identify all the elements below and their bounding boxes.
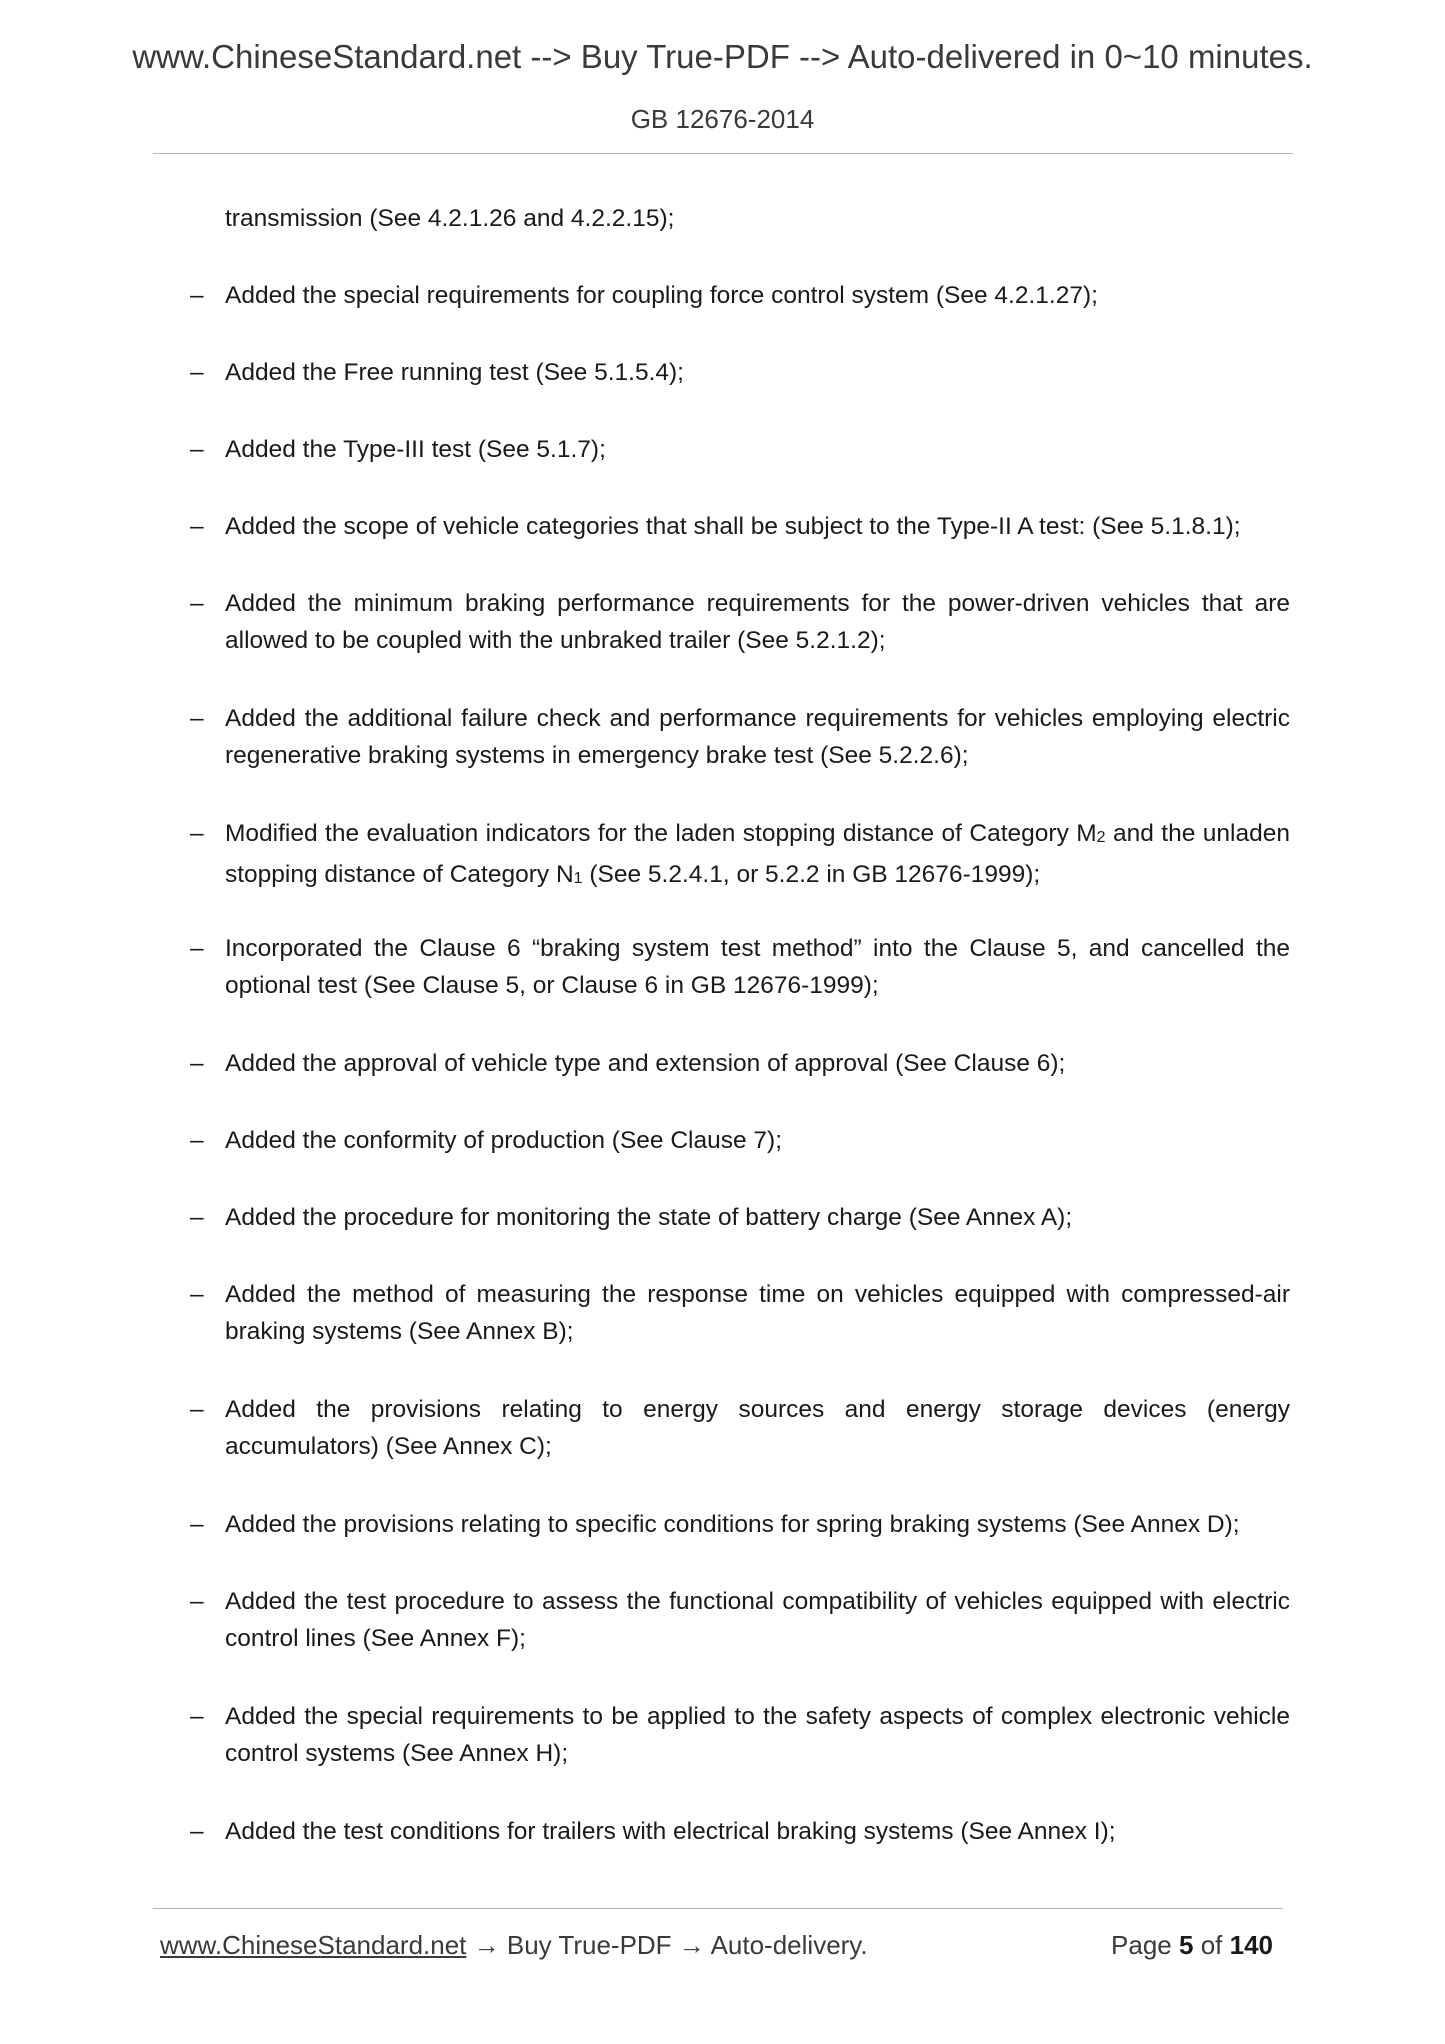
- list-item-text: Added the additional failure check and performance requirements for vehicles employing electric regenerative braking systems in emergency brake test (See 5.2.2.6);: [225, 705, 1290, 769]
- list-item-text: Added the provisions relating to energy sources and energy storage devices (energy accumulators) (See Annex C);: [225, 1396, 1290, 1460]
- list-item-text: Added the minimum braking performance requirements for the power-driven vehicles that are allowed to be coupled with the unbraked trailer (See 5.2.1.2);: [225, 590, 1290, 654]
- dash-bullet: –: [190, 1588, 204, 1615]
- list-item: [190, 277, 1290, 314]
- subscript: 1: [573, 870, 583, 887]
- page-total: 140: [1229, 1930, 1273, 1960]
- list-item-text: transmission (See 4.2.1.26 and 4.2.2.15);: [225, 205, 675, 232]
- list-item: [190, 585, 1290, 659]
- dash-bullet: –: [190, 513, 204, 540]
- list-item: [190, 1199, 1290, 1236]
- list-item-text: Added the scope of vehicle categories that shall be subject to the Type-II A test: (See 5.1.8.1);: [225, 513, 1241, 540]
- list-item: [190, 1506, 1290, 1543]
- list-item-text: Added the approval of vehicle type and extension of approval (See Clause 6);: [225, 1050, 1066, 1077]
- page-label: Page: [1111, 1930, 1172, 1960]
- top-banner: www.ChineseStandard.net --> Buy True-PDF --> Auto-delivered in 0~10 minutes.: [132, 38, 1313, 75]
- list-item: [190, 700, 1290, 774]
- footer-promo-text: → Buy True-PDF → Auto-delivery.: [466, 1930, 868, 1960]
- list-item: [190, 1122, 1290, 1159]
- dash-bullet: –: [190, 1127, 204, 1154]
- list-item-text: Added the method of measuring the response time on vehicles equipped with compressed-air braking systems (See Annex B);: [225, 1281, 1290, 1345]
- dash-bullet: –: [190, 359, 204, 386]
- list-item-text: Added the test conditions for trailers with electrical braking systems (See Annex I);: [225, 1818, 1116, 1845]
- footer-promo: [160, 1930, 868, 1961]
- dash-bullet: –: [190, 282, 204, 309]
- footer-divider: [153, 1908, 1283, 1909]
- list-item-text: Added the special requirements to be applied to the safety aspects of complex electronic vehicle control systems (See Annex H);: [225, 1703, 1290, 1767]
- list-item-text: Added the Type-III test (See 5.1.7);: [225, 436, 606, 463]
- dash-bullet: –: [190, 935, 204, 962]
- header-divider: [153, 153, 1293, 154]
- dash-bullet: –: [190, 820, 204, 847]
- dash-bullet: –: [190, 1204, 204, 1231]
- dash-bullet: –: [190, 1281, 204, 1308]
- list-item: [190, 1698, 1290, 1772]
- list-item-text: Added the provisions relating to specific conditions for spring braking systems (See Annex D);: [225, 1511, 1240, 1538]
- list-item-text: Added the Free running test (See 5.1.5.4);: [225, 359, 684, 386]
- list-item-continuation: [190, 200, 1290, 237]
- list-item: [190, 431, 1290, 468]
- list-item-text: Modified the evaluation indicators for the laden stopping distance of Category $M_2$ and the unladen stopping distance of Category $N_1$ (See 5.2.4.1, or 5.2.2 in GB 12676-1999);: [225, 820, 1290, 888]
- list-item: [190, 354, 1290, 391]
- list-item: [190, 930, 1290, 1004]
- list-item: [190, 1045, 1290, 1082]
- list-item: [190, 1813, 1290, 1850]
- dash-bullet: –: [190, 436, 204, 463]
- dash-bullet: –: [190, 590, 204, 617]
- list-item: [190, 1583, 1290, 1657]
- subscript: 2: [1096, 829, 1106, 846]
- list-item-text: Added the test procedure to assess the functional compatibility of vehicles equipped with electric control lines (See Annex F);: [225, 1588, 1290, 1652]
- dash-bullet: –: [190, 1511, 204, 1538]
- dash-bullet: –: [190, 1818, 204, 1845]
- list-item-text: Incorporated the Clause 6 “braking system test method” into the Clause 5, and cancelled the optional test (See Clause 5, or Clause 6 in GB 12676-1999);: [225, 935, 1290, 999]
- footer-website-link[interactable]: www.ChineseStandard.net: [160, 1930, 467, 1960]
- list-item: [190, 1276, 1290, 1350]
- list-item: [190, 1391, 1290, 1465]
- dash-bullet: –: [190, 1703, 204, 1730]
- list-item: [190, 508, 1290, 545]
- document-code: GB 12676-2014: [630, 104, 815, 134]
- list-item-text: Added the special requirements for coupling force control system (See 4.2.1.27);: [225, 282, 1098, 309]
- page-number: 5: [1178, 1930, 1194, 1960]
- list-item-text: Added the conformity of production (See Clause 7);: [225, 1127, 783, 1154]
- dash-bullet: –: [190, 1050, 204, 1077]
- page-indicator: [1111, 1930, 1273, 1961]
- dash-bullet: –: [190, 1396, 204, 1423]
- of-label: of: [1200, 1930, 1223, 1960]
- list-item: [190, 815, 1290, 897]
- dash-bullet: –: [190, 705, 204, 732]
- list-item-text: Added the procedure for monitoring the state of battery charge (See Annex A);: [225, 1204, 1073, 1231]
